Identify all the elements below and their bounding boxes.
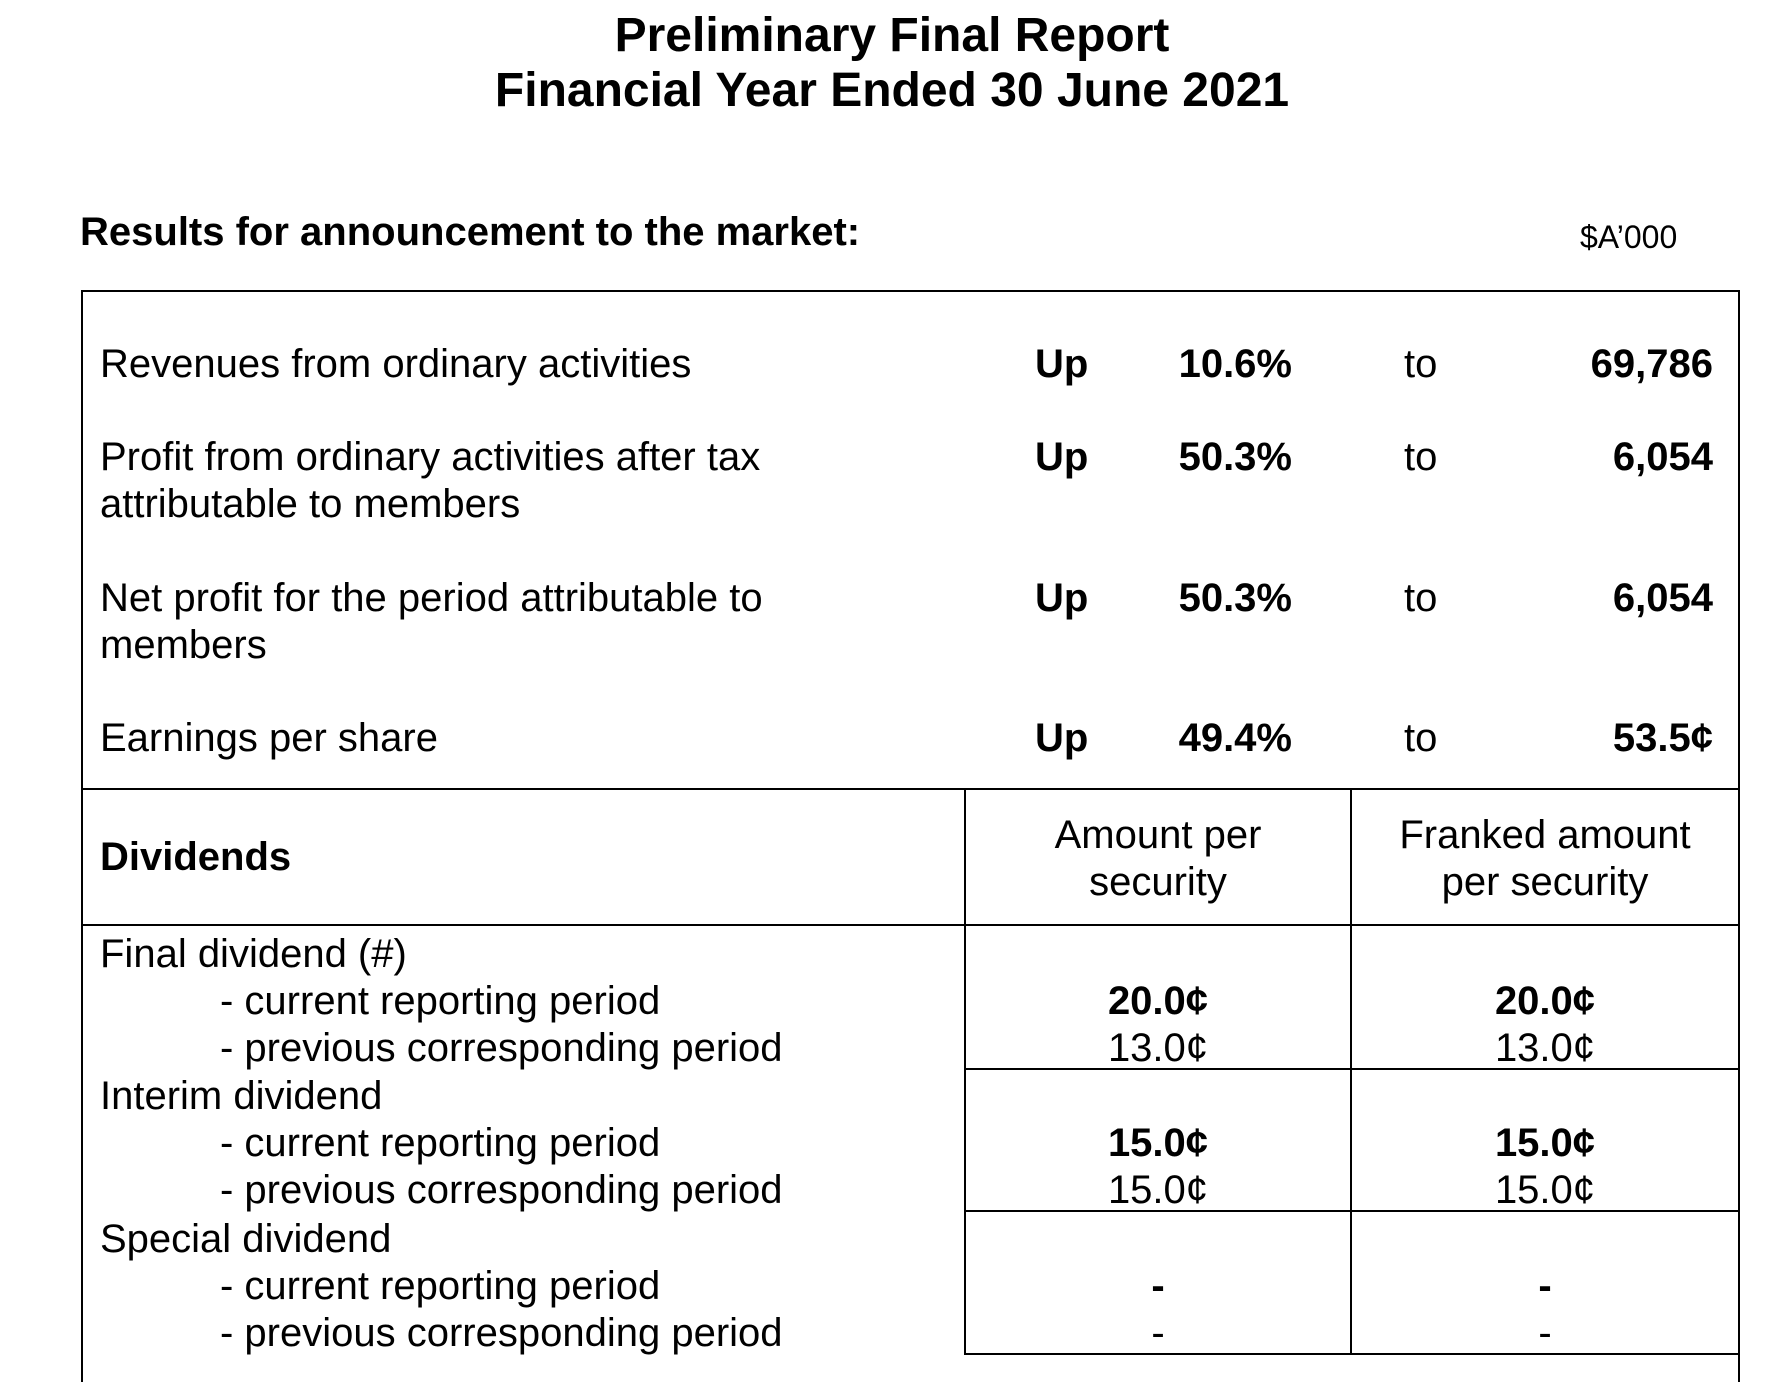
current-period-label: - current reporting period: [220, 979, 661, 1023]
dividend-name: Interim dividend: [100, 1074, 383, 1118]
dividend-name: Final dividend (#): [100, 932, 407, 976]
franked-current: -: [1538, 1264, 1552, 1308]
previous-period-label: - previous corresponding period: [220, 1311, 783, 1355]
current-period-label: - current reporting period: [220, 1264, 661, 1308]
row-value: 69,786: [1590, 342, 1713, 386]
franked-column-header: Franked amount: [1399, 813, 1691, 857]
dividend-name: Special dividend: [100, 1217, 392, 1261]
row-value: 53.5¢: [1612, 716, 1713, 760]
row-change: 10.6%: [1178, 342, 1292, 386]
franked-previous: 15.0¢: [1494, 1168, 1596, 1212]
table-right-border: [1738, 290, 1740, 1382]
row-change: 50.3%: [1178, 435, 1292, 479]
results-divider: [81, 788, 1740, 790]
amount-column-header-continued: security: [1089, 860, 1227, 904]
report-subtitle: Financial Year Ended 30 June 2021: [494, 64, 1290, 117]
row-label-continued: members: [100, 623, 267, 667]
table-left-border: [81, 290, 83, 1382]
franked-previous: -: [1538, 1311, 1552, 1355]
previous-period-label: - previous corresponding period: [220, 1026, 783, 1070]
table-top-border: [81, 290, 1740, 292]
row-change: 50.3%: [1178, 576, 1292, 620]
report-title: Preliminary Final Report: [614, 9, 1170, 62]
row-to: to: [1404, 716, 1438, 760]
amount-previous: 13.0¢: [1107, 1026, 1209, 1070]
amount-current: 20.0¢: [1107, 979, 1209, 1023]
row-value: 6,054: [1612, 576, 1713, 620]
previous-period-label: - previous corresponding period: [220, 1168, 783, 1212]
franked-current: 20.0¢: [1494, 979, 1596, 1023]
dividends-header-divider: [81, 924, 1740, 926]
row-to: to: [1404, 576, 1438, 620]
row-value: 6,054: [1612, 435, 1713, 479]
franked-current: 15.0¢: [1494, 1121, 1596, 1165]
current-period-label: - current reporting period: [220, 1121, 661, 1165]
row-change: 49.4%: [1178, 716, 1292, 760]
amount-column-header: Amount per: [1054, 813, 1262, 857]
row-to: to: [1404, 342, 1438, 386]
amount-previous: -: [1151, 1311, 1165, 1355]
amount-current: 15.0¢: [1107, 1121, 1209, 1165]
amount-previous: 15.0¢: [1107, 1168, 1209, 1212]
franked-previous: 13.0¢: [1494, 1026, 1596, 1070]
row-direction: Up: [1035, 435, 1089, 479]
results-heading: Results for announcement to the market:: [80, 210, 861, 254]
dividends-heading: Dividends: [100, 835, 292, 879]
row-direction: Up: [1035, 576, 1089, 620]
row-to: to: [1404, 435, 1438, 479]
row-label-continued: attributable to members: [100, 482, 521, 526]
row-label: Net profit for the period attributable to: [100, 576, 763, 620]
row-direction: Up: [1035, 342, 1089, 386]
row-label: Profit from ordinary activities after tax: [100, 435, 761, 479]
franked-column-header-continued: per security: [1441, 860, 1649, 904]
row-label: Revenues from ordinary activities: [100, 342, 692, 386]
row-direction: Up: [1035, 716, 1089, 760]
row-label: Earnings per share: [100, 716, 438, 760]
currency-unit: $A’000: [1580, 219, 1678, 255]
amount-current: -: [1151, 1264, 1165, 1308]
